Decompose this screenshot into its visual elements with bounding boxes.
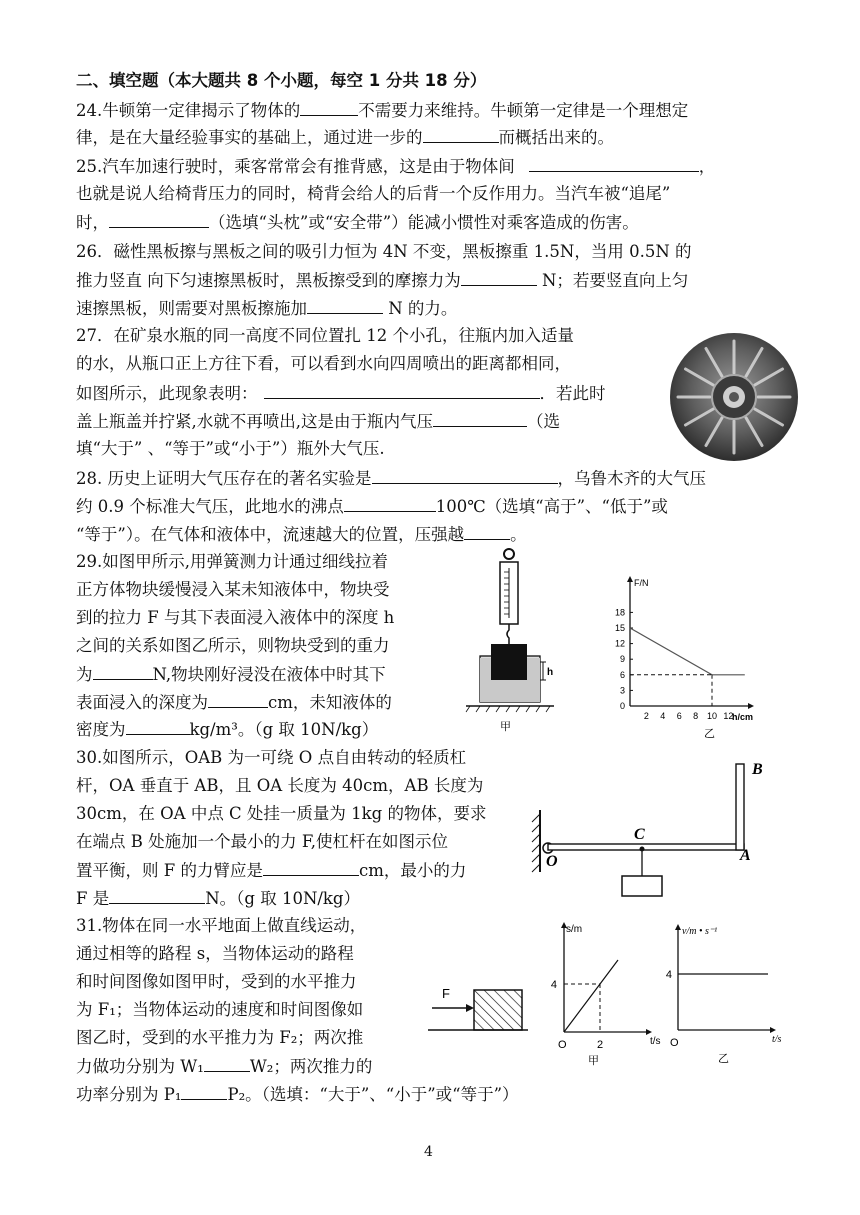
series-line xyxy=(630,628,745,675)
x-axis-label: t/s xyxy=(650,1036,661,1047)
q31-line-4: 为 F₁；当物体运动的速度和时间图像如 xyxy=(76,1000,364,1019)
answer-blank[interactable] xyxy=(433,410,527,427)
pushed-block xyxy=(474,990,522,1030)
text: 盖上瓶盖并拧紧,水就不再喷出,这是由于瓶内气压 xyxy=(76,412,433,431)
text: 推力竖直 向下匀速擦黑板时，黑板擦受到的摩擦力为 xyxy=(76,271,461,290)
q25-line-3 xyxy=(76,211,639,234)
point-c-label: C xyxy=(634,826,645,843)
q31-line-1: 31.物体在同一水平地面上做直线运动， xyxy=(76,916,367,935)
q31-chart-vt xyxy=(664,916,784,1082)
y-axis-arrow-icon xyxy=(675,924,681,930)
page-number: 4 xyxy=(424,1144,433,1160)
x-axis-arrow-icon xyxy=(748,703,754,709)
bottle-photo xyxy=(668,331,800,463)
q30-lever-fig xyxy=(522,752,792,902)
fig-label-yi: 乙 xyxy=(704,728,715,740)
q29-line-3: 到的拉力 F 与其下表面浸入液体中的深度 h xyxy=(76,608,395,627)
answer-blank[interactable] xyxy=(307,297,383,314)
text: 速擦黑板，则需要对黑板擦施加 xyxy=(76,299,307,318)
text: 表面浸入的深度为 xyxy=(76,693,208,712)
series-line xyxy=(564,960,618,1032)
q29-line-7 xyxy=(76,718,378,741)
x-tick-label: 4 xyxy=(660,711,666,721)
y-tick-label: 12 xyxy=(614,638,625,649)
x-axis-label: h/cm xyxy=(732,712,754,722)
fig-label-yi: 乙 xyxy=(718,1053,729,1065)
section-title: 二、填空题（本大题共 8 个小题，每空 1 分共 18 分） xyxy=(76,71,487,90)
q29-line-4: 之间的关系如图乙所示，则物块受到的重力 xyxy=(76,636,390,655)
text: （选 xyxy=(527,412,560,431)
answer-blank[interactable] xyxy=(372,467,558,484)
x-tick-label: 8 xyxy=(693,711,699,721)
text: ， xyxy=(698,157,716,176)
point-o-label: O xyxy=(546,853,558,870)
q31-line-7 xyxy=(76,1083,519,1106)
text: 而概括出来的。 xyxy=(498,128,614,147)
text: 为 xyxy=(76,665,93,684)
q29-line-2: 正方体物块缓慢浸入某未知液体中，物块受 xyxy=(76,580,390,599)
q29-line-6 xyxy=(76,691,392,714)
origin-label: O xyxy=(558,1039,567,1051)
text: N。（g 取 10N/kg） xyxy=(205,889,360,908)
text: 25.汽车加速行驶时，乘客常常会有推背感，这是由于物体间 xyxy=(76,157,515,176)
q25-line-1 xyxy=(76,155,715,178)
text: 置平衡，则 F 的力臂应是 xyxy=(76,861,263,880)
fig-label-jia: 甲 xyxy=(500,721,511,733)
hook-ring-icon xyxy=(504,549,514,559)
cube-block xyxy=(491,644,527,680)
y-tick-label: 0 xyxy=(619,701,625,711)
answer-blank[interactable] xyxy=(344,495,436,512)
x-axis-arrow-icon xyxy=(646,1029,652,1035)
q26-line-3 xyxy=(76,297,457,320)
q30-line-4: 在端点 B 处施加一个最小的力 F,使杠杆在如图示位 xyxy=(76,832,448,851)
text: cm，未知液体的 xyxy=(268,693,392,712)
text: P₂。（选填：“大于”、“小于”或“等于”） xyxy=(227,1085,519,1104)
text: 如图所示，此现象表明： xyxy=(76,384,258,403)
lever-ab xyxy=(736,764,744,850)
q27-line-5: 填“大于” 、“等于”或“小于”）瓶外大气压. xyxy=(76,439,385,458)
x-axis-label: t/s xyxy=(772,1034,782,1045)
q27-line-4 xyxy=(76,410,560,433)
text: kg/m³。（g 取 10N/kg） xyxy=(189,720,379,739)
x-tick-label: 2 xyxy=(643,711,649,721)
y-axis-label: s/m xyxy=(566,924,583,935)
q29-line-1: 29.如图甲所示,用弹簧测力计通过细线拉着 xyxy=(76,552,388,571)
y-axis-label: v/m • s⁻¹ xyxy=(682,926,718,937)
q30-line-2: 杆，OA 垂直于 AB，且 OA 长度为 40cm，AB 长度为 xyxy=(76,776,484,795)
q29-fig-jia xyxy=(462,546,572,736)
q31-line-6 xyxy=(76,1055,372,1078)
y-tick-label: 4 xyxy=(665,969,672,981)
y-axis-label: F/N xyxy=(634,578,649,588)
text: F 是 xyxy=(76,889,110,908)
q30-line-6 xyxy=(76,887,360,910)
answer-blank[interactable] xyxy=(109,211,209,228)
text: 24.牛顿第一定律揭示了物体的 xyxy=(76,101,301,120)
q31-line-5: 图乙时，受到的水平推力为 F₂；两次推 xyxy=(76,1028,364,1047)
y-axis-arrow-icon xyxy=(627,576,633,582)
h-label: h xyxy=(547,667,554,678)
answer-blank[interactable] xyxy=(263,859,359,876)
answer-blank[interactable] xyxy=(208,691,268,708)
q29-chart-fh xyxy=(608,566,800,742)
q27-line-2: 的水，从瓶口正上方往下看，可以看到水向四周喷出的距离都相同， xyxy=(76,354,571,373)
origin-label: O xyxy=(670,1037,679,1049)
text: cm，最小的力 xyxy=(358,861,467,880)
answer-blank[interactable] xyxy=(109,887,205,904)
force-f-label: F xyxy=(442,986,450,1001)
answer-blank[interactable] xyxy=(464,523,510,540)
answer-blank[interactable] xyxy=(93,663,153,680)
q24-line-2 xyxy=(76,126,614,149)
text: 100℃（选填“高于”、“低于”或 xyxy=(435,497,668,516)
text: 28. 历史上证明大气压存在的著名实验是 xyxy=(76,469,372,488)
q31-chart-st xyxy=(546,912,666,1082)
lever-oa xyxy=(548,844,744,850)
arrow-right-icon xyxy=(466,1004,474,1012)
y-tick-label: 4 xyxy=(550,979,557,991)
text: 约 0.9 个标准大气压，此地水的沸点 xyxy=(76,497,344,516)
q28-line-3 xyxy=(76,523,527,546)
q25-line-2: 也就是说人给椅背压力的同时，椅背会给人的后背一个反作用力。当汽车被“追尾” xyxy=(76,184,671,203)
q28-line-2 xyxy=(76,495,668,518)
q28-line-1 xyxy=(76,467,706,490)
text: N 的力。 xyxy=(383,299,458,318)
text: 时， xyxy=(76,213,109,232)
text: N；若要竖直向上匀 xyxy=(536,271,689,290)
text: 不需要力来维持。牛顿第一定律是一个理想定 xyxy=(358,101,689,120)
answer-blank[interactable] xyxy=(264,382,540,399)
text: 功率分别为 P₁ xyxy=(76,1085,182,1104)
q26-line-2 xyxy=(76,269,688,292)
text: 密度为 xyxy=(76,720,126,739)
answer-blank[interactable] xyxy=(204,1055,250,1072)
q30-line-3: 30cm，在 OA 中点 C 处挂一质量为 1kg 的物体，要求 xyxy=(76,804,487,823)
answer-blank[interactable] xyxy=(300,99,358,116)
point-b-label: B xyxy=(752,761,763,778)
text: ，乌鲁木齐的大气压 xyxy=(557,469,706,488)
answer-blank[interactable] xyxy=(423,126,499,143)
x-tick-label: 10 xyxy=(706,711,718,721)
q27-line-1: 27．在矿泉水瓶的同一高度不同位置扎 12 个小孔，往瓶内加入适量 xyxy=(76,326,574,345)
q24-line-1 xyxy=(76,99,688,122)
text: N,物块刚好浸没在液体中时其下 xyxy=(152,665,386,684)
fig-label-jia: 甲 xyxy=(588,1055,599,1067)
text: 。 xyxy=(510,525,527,544)
q29-line-5 xyxy=(76,663,386,686)
x-tick-label: 2 xyxy=(596,1039,604,1051)
q31-line-3: 和时间图像如图甲时，受到的水平推力 xyxy=(76,972,357,991)
answer-blank[interactable] xyxy=(461,269,537,286)
y-tick-label: 9 xyxy=(619,654,625,665)
point-a-label: A xyxy=(740,847,751,864)
y-tick-label: 6 xyxy=(619,669,625,680)
x-tick-label: 12 xyxy=(723,711,734,721)
x-tick-label: 6 xyxy=(676,711,682,721)
text: （选填“头枕”或“安全带”）能减小惯性对乘客造成的伤害。 xyxy=(209,213,639,232)
q30-line-1: 30.如图所示，OAB 为一可绕 O 点自由转动的轻质杠 xyxy=(76,748,467,767)
y-tick-label: 3 xyxy=(619,685,625,696)
q30-line-5 xyxy=(76,859,466,882)
hanging-weight xyxy=(622,876,662,896)
text: 力做功分别为 W₁ xyxy=(76,1057,204,1076)
text: ．若此时 xyxy=(539,384,606,403)
q26-line-1: 26．磁性黑板擦与黑板之间的吸引力恒为 4N 不变，黑板擦重 1.5N，当用 0.5N 的 xyxy=(76,242,692,261)
y-tick-label: 15 xyxy=(614,623,625,633)
q31-line-2: 通过相等的路程 s，当物体运动的路程 xyxy=(76,944,354,963)
answer-blank[interactable] xyxy=(126,718,190,735)
answer-blank[interactable] xyxy=(529,155,699,172)
text: W₂；两次推力的 xyxy=(249,1057,373,1076)
answer-blank[interactable] xyxy=(181,1083,227,1100)
x-axis-arrow-icon xyxy=(770,1027,776,1033)
q31-block-fig xyxy=(428,984,528,1044)
y-tick-label: 18 xyxy=(614,607,625,618)
text: “等于”）。在气体和液体中，流速越大的位置，压强越 xyxy=(76,525,465,544)
q27-line-3 xyxy=(76,382,606,405)
text: 律，是在大量经验事实的基础上，通过进一步的 xyxy=(76,128,423,147)
